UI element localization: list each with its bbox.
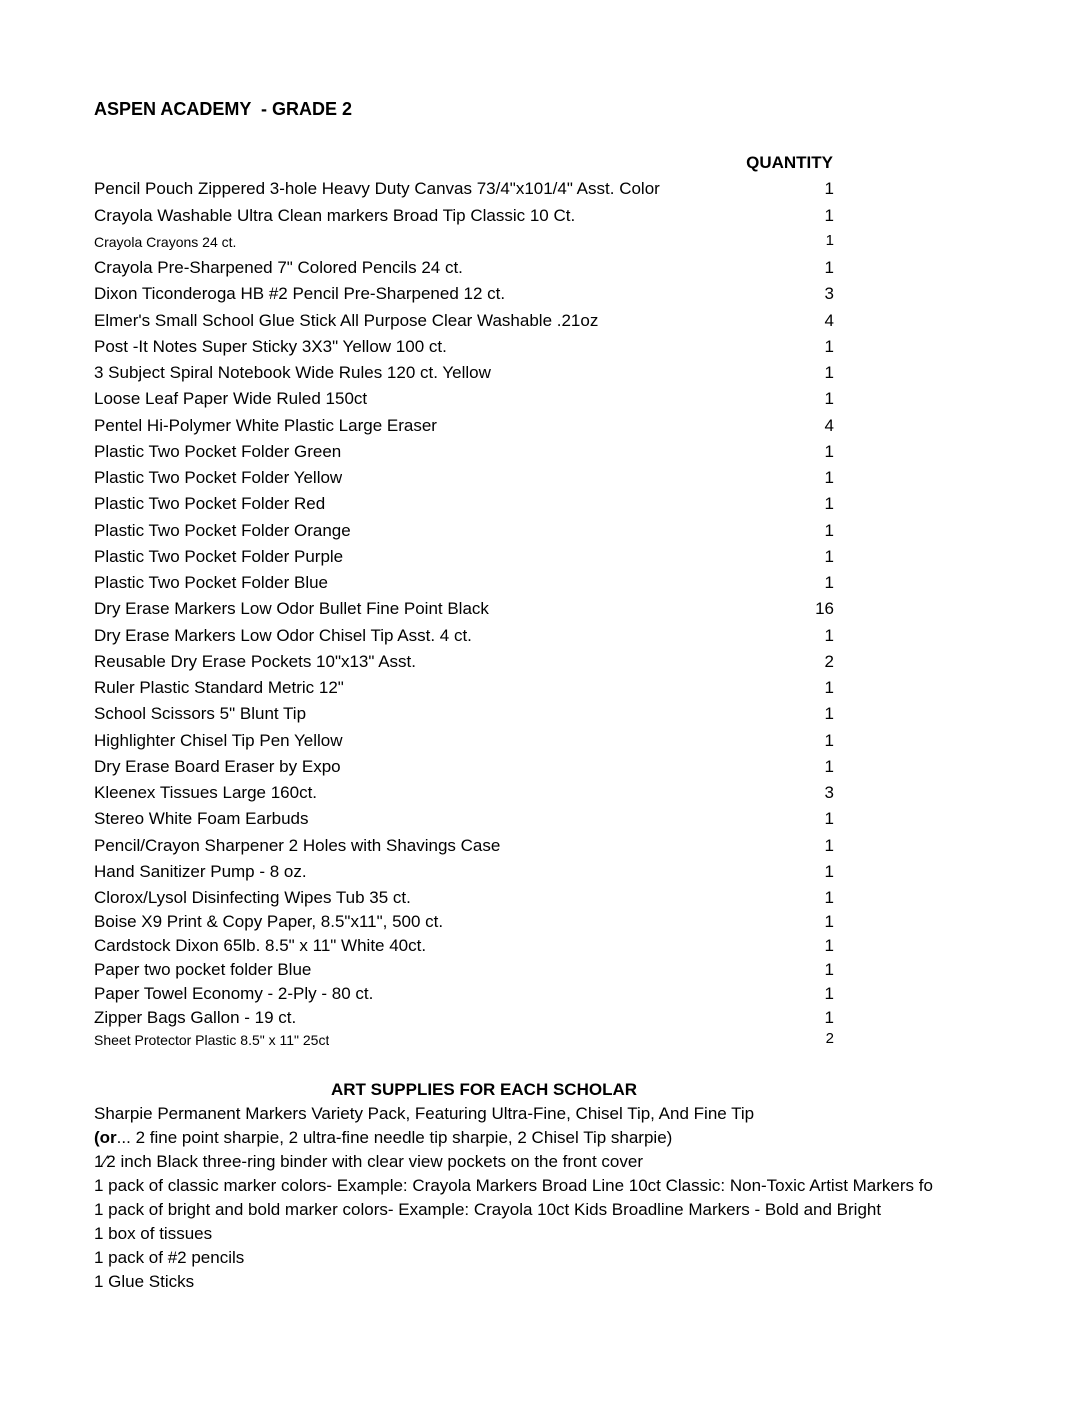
item-name: Pencil/Crayon Sharpener 2 Holes with Shavings Case — [94, 836, 501, 855]
item-quantity: 1 — [824, 468, 834, 487]
list-item — [94, 416, 834, 442]
list-item — [94, 912, 834, 938]
item-name: Reusable Dry Erase Pockets 10"x13" Asst. — [94, 652, 416, 671]
list-item — [94, 704, 834, 730]
item-name: Crayola Pre-Sharpened 7" Colored Pencils 24 ct. — [94, 258, 463, 277]
item-quantity: 16 — [815, 599, 834, 618]
item-quantity: 1 — [824, 912, 834, 931]
item-quantity: 1 — [824, 757, 834, 776]
list-item — [94, 389, 834, 415]
item-quantity: 1 — [824, 206, 834, 225]
item-name: Plastic Two Pocket Folder Orange — [94, 521, 351, 540]
art-line-text: 1 pack of classic marker colors- Example: Crayola Markers Broad Line 10ct Classic: Non-Toxic Artist Markers fo — [94, 1176, 933, 1195]
item-name: Dry Erase Board Eraser by Expo — [94, 757, 341, 776]
item-name: Stereo White Foam Earbuds — [94, 809, 309, 828]
item-name: Zipper Bags Gallon - 19 ct. — [94, 1008, 297, 1027]
item-quantity: 3 — [824, 284, 834, 303]
art-line-text: 1⁄2 inch Black three-ring binder with clear view pockets on the front cover — [94, 1152, 643, 1171]
art-line-text: Sharpie Permanent Markers Variety Pack, Featuring Ultra-Fine, Chisel Tip, And Fine Tip — [94, 1104, 755, 1123]
list-item — [94, 783, 834, 809]
item-name: Hand Sanitizer Pump - 8 oz. — [94, 862, 307, 881]
list-item — [94, 809, 834, 835]
list-item — [94, 960, 834, 986]
item-name: Crayola Washable Ultra Clean markers Broad Tip Classic 10 Ct. — [94, 206, 576, 225]
item-name: Paper Towel Economy - 2-Ply - 80 ct. — [94, 984, 374, 1003]
art-line-text: 1 pack of #2 pencils — [94, 1248, 245, 1267]
list-item — [94, 626, 834, 652]
quantity-column-header: QUANTITY — [746, 153, 833, 172]
art-line-prefix: (or — [94, 1128, 117, 1147]
art-supplies-heading: ART SUPPLIES FOR EACH SCHOLAR — [330, 1080, 638, 1099]
art-supply-line — [94, 1200, 964, 1224]
item-quantity: 1 — [824, 984, 834, 1003]
list-item — [94, 757, 834, 783]
item-quantity: 4 — [824, 311, 834, 330]
list-item — [94, 179, 834, 205]
item-quantity: 1 — [825, 232, 834, 249]
list-item — [94, 337, 834, 363]
item-name: Sheet Protector Plastic 8.5" x 11" 25ct — [94, 1032, 330, 1048]
list-item — [94, 521, 834, 547]
list-item — [94, 862, 834, 888]
art-supply-line — [94, 1152, 964, 1176]
item-name: Pencil Pouch Zippered 3-hole Heavy Duty Canvas 73/4"x101/4" Asst. Color — [94, 179, 660, 198]
item-name: School Scissors 5" Blunt Tip — [94, 704, 307, 723]
list-item — [94, 311, 834, 337]
art-supply-line — [94, 1248, 964, 1272]
item-quantity: 1 — [824, 1008, 834, 1027]
item-quantity: 1 — [824, 547, 834, 566]
item-quantity: 1 — [824, 179, 834, 198]
item-quantity: 1 — [824, 704, 834, 723]
item-quantity: 3 — [824, 783, 834, 802]
item-name: Plastic Two Pocket Folder Yellow — [94, 468, 343, 487]
page-title: ASPEN ACADEMY - GRADE 2 — [94, 99, 353, 119]
item-quantity: 1 — [824, 936, 834, 955]
item-name: Post -It Notes Super Sticky 3X3" Yellow 100 ct. — [94, 337, 447, 356]
item-quantity: 1 — [824, 960, 834, 979]
item-name: Highlighter Chisel Tip Pen Yellow — [94, 731, 343, 750]
item-name: Clorox/Lysol Disinfecting Wipes Tub 35 ct. — [94, 888, 411, 907]
item-quantity: 1 — [824, 389, 834, 408]
item-name: Pentel Hi-Polymer White Plastic Large Eraser — [94, 416, 437, 435]
list-item — [94, 468, 834, 494]
list-item — [94, 984, 834, 1010]
item-quantity: 1 — [824, 258, 834, 277]
art-supply-line — [94, 1104, 964, 1128]
art-line-text: 1 box of tissues — [94, 1224, 213, 1243]
art-line-text: 1 pack of bright and bold marker colors- Example: Crayola 10ct Kids Broadline Markers - Bold and Bright — [94, 1200, 882, 1219]
item-name: Crayola Crayons 24 ct. — [94, 234, 237, 250]
item-quantity: 1 — [824, 888, 834, 907]
item-name: Ruler Plastic Standard Metric 12" — [94, 678, 344, 697]
item-name: Cardstock Dixon 65lb. 8.5" x 11" White 40ct. — [94, 936, 427, 955]
item-quantity: 1 — [824, 731, 834, 750]
list-item — [94, 678, 834, 704]
item-quantity: 1 — [824, 678, 834, 697]
list-item — [94, 442, 834, 468]
item-name: Paper two pocket folder Blue — [94, 960, 312, 979]
item-quantity: 2 — [824, 652, 834, 671]
item-name: Dry Erase Markers Low Odor Chisel Tip Asst. 4 ct. — [94, 626, 472, 645]
item-quantity: 1 — [824, 573, 834, 592]
item-quantity: 1 — [824, 363, 834, 382]
item-name: Plastic Two Pocket Folder Blue — [94, 573, 329, 592]
art-supply-line — [94, 1176, 964, 1200]
art-supply-line — [94, 1224, 964, 1248]
art-line-text: 1 Glue Sticks — [94, 1272, 195, 1291]
item-name: Plastic Two Pocket Folder Green — [94, 442, 342, 461]
item-quantity: 4 — [824, 416, 834, 435]
item-name: Plastic Two Pocket Folder Purple — [94, 547, 344, 566]
list-item — [94, 836, 834, 862]
art-supply-line — [94, 1272, 964, 1296]
item-name: Loose Leaf Paper Wide Ruled 150ct — [94, 389, 368, 408]
list-item — [94, 573, 834, 599]
list-item — [94, 599, 834, 625]
list-item — [94, 1030, 834, 1056]
item-quantity: 1 — [824, 494, 834, 513]
item-quantity: 1 — [824, 862, 834, 881]
list-item — [94, 284, 834, 310]
list-item — [94, 206, 834, 232]
list-item — [94, 936, 834, 962]
item-quantity: 1 — [824, 809, 834, 828]
list-item — [94, 731, 834, 757]
item-name: Elmer's Small School Glue Stick All Purpose Clear Washable .21oz — [94, 311, 599, 330]
item-quantity: 1 — [824, 626, 834, 645]
list-item — [94, 547, 834, 573]
art-supply-line — [94, 1128, 964, 1152]
list-item — [94, 232, 834, 258]
list-item — [94, 652, 834, 678]
item-quantity: 1 — [824, 337, 834, 356]
item-name: Dixon Ticonderoga HB #2 Pencil Pre-Sharpened 12 ct. — [94, 284, 506, 303]
item-name: Plastic Two Pocket Folder Red — [94, 494, 326, 513]
list-item — [94, 494, 834, 520]
item-name: 3 Subject Spiral Notebook Wide Rules 120 ct. Yellow — [94, 363, 491, 382]
list-item — [94, 258, 834, 284]
item-quantity: 2 — [825, 1030, 834, 1047]
item-quantity: 1 — [824, 521, 834, 540]
item-name: Kleenex Tissues Large 160ct. — [94, 783, 318, 802]
item-quantity: 1 — [824, 836, 834, 855]
item-quantity: 1 — [824, 442, 834, 461]
list-item — [94, 888, 834, 914]
art-line-text: ... 2 fine point sharpie, 2 ultra-fine needle tip sharpie, 2 Chisel Tip sharpie) — [116, 1128, 673, 1147]
item-name: Boise X9 Print & Copy Paper, 8.5"x11", 500 ct. — [94, 912, 444, 931]
list-item — [94, 363, 834, 389]
item-name: Dry Erase Markers Low Odor Bullet Fine Point Black — [94, 599, 489, 618]
